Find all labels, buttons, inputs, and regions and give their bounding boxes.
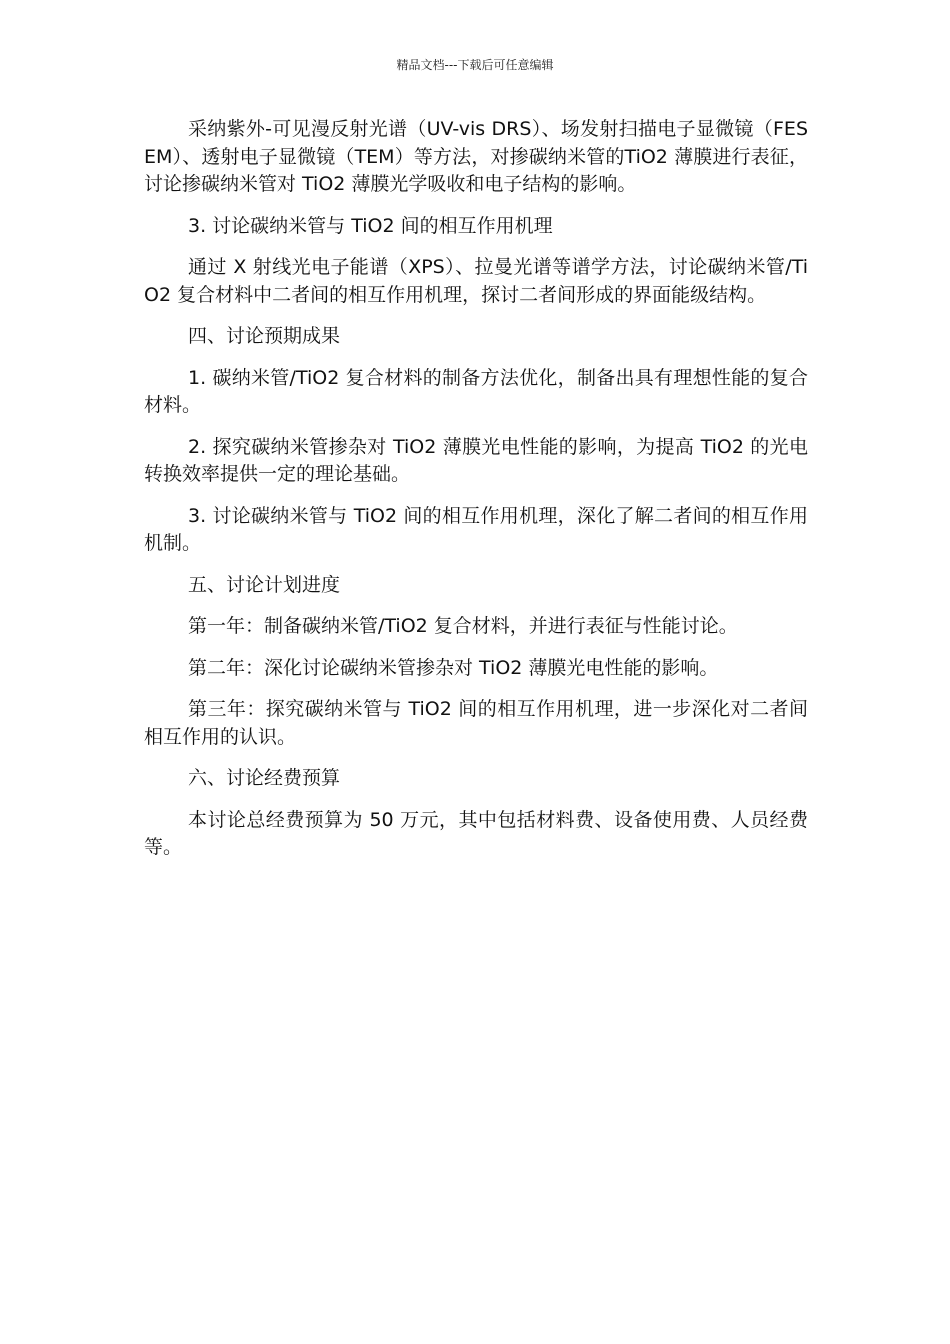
schedule-year-3: 第三年：探究碳纳米管与 TiO2 间的相互作用机理，进一步深化对二者间相互作用的认识。 (144, 698, 808, 748)
section-heading-expected-results: 四、讨论预期成果 (188, 325, 341, 347)
document-body (144, 116, 808, 876)
paragraph-characterization-methods: 采纳紫外-可见漫反射光谱（UV-vis DRS）、场发射扫描电子显微镜（FESEM）、透射电子显微镜（TEM）等方法，对掺碳纳米管的TiO2 薄膜进行表征，讨论掺碳纳米管对 TiO2 薄膜光学吸收和电子结构的影响。 (144, 118, 808, 195)
heading-interaction-mechanism: 3. 讨论碳纳米管与 TiO2 间的相互作用机理 (188, 214, 553, 237)
paragraph-budget: 本讨论总经费预算为 50 万元，其中包括材料费、设备使用费、人员经费等。 (144, 808, 808, 858)
section-heading-budget: 六、讨论经费预算 (188, 767, 341, 789)
schedule-year-1: 第一年：制备碳纳米管/TiO2 复合材料，并进行表征与性能讨论。 (188, 615, 738, 637)
schedule-year-2: 第二年：深化讨论碳纳米管掺杂对 TiO2 薄膜光电性能的影响。 (188, 656, 719, 679)
paragraph-spectroscopy-methods: 通过 X 射线光电子能谱（XPS）、拉曼光谱等谱学方法，讨论碳纳米管/TiO2 复合材料中二者间的相互作用机理，探讨二者间形成的界面能级结构。 (144, 256, 808, 306)
section-heading-schedule: 五、讨论计划进度 (188, 573, 341, 596)
expected-result-1: 1. 碳纳米管/TiO2 复合材料的制备方法优化，制备出具有理想性能的复合材料。 (144, 366, 808, 416)
expected-result-3: 3. 讨论碳纳米管与 TiO2 间的相互作用机理，深化了解二者间的相互作用机制。 (144, 504, 808, 554)
page-header: 精品文档---下载后可任意编辑 (396, 58, 554, 72)
expected-result-2: 2. 探究碳纳米管掺杂对 TiO2 薄膜光电性能的影响，为提高 TiO2 的光电转换效率提供一定的理论基础。 (144, 435, 808, 485)
